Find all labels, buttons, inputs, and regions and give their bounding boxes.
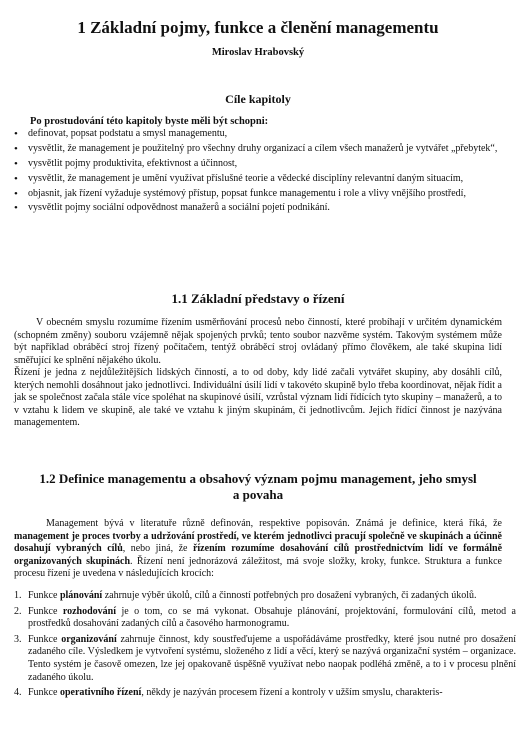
item-text: Funkce <box>28 590 60 601</box>
list-item: • definovat, popsat podstatu a smysl managementu, <box>28 128 516 140</box>
section-heading-line: 1.2 Definice managementu a obsahový význam pojmu management, jeho smysl <box>39 471 477 486</box>
paragraph-text: , nebo jiná, že <box>122 543 193 555</box>
author-name: Miroslav Hrabovský <box>211 47 305 58</box>
list-item <box>14 590 516 603</box>
list-item: • vysvětlit, že management je umění využívat příslušné teorie a vědecké disciplíny relevantní daným situacím, <box>28 173 516 185</box>
section-heading: 1.1 Základní představy o řízení <box>171 291 345 306</box>
section-heading-line: a povaha <box>232 487 284 502</box>
list-item: • vysvětlit pojmy sociální odpovědnost manažerů a sociální pojetí podnikání. <box>28 202 516 214</box>
item-text: Funkce <box>28 605 63 617</box>
paragraph <box>14 317 502 367</box>
list-number: 3. <box>14 633 22 645</box>
list-item: • objasnit, jak řízení vyžaduje systémový přístup, popsat funkce managementu i role a vlivy vnějšího prostředí, <box>28 188 516 200</box>
list-item <box>14 633 516 684</box>
paragraph <box>14 518 502 581</box>
paragraph <box>14 367 502 430</box>
item-keyword: operativního řízení <box>59 687 142 699</box>
item-keyword: plánování <box>59 590 103 601</box>
list-item: • vysvětlit pojmy produktivita, efektivnost a účinnost, <box>28 158 516 170</box>
item-text: Funkce <box>28 687 60 699</box>
list-item <box>14 687 516 700</box>
list-item <box>14 605 516 631</box>
item-text: zahrnuje činnost, kdy soustřeďujeme a uspořádáváme prostředky, které jsou nutné pro dosažení zadaného cíle. Výsledkem je vytvoření systému, složeného z lidí a věcí, který se nazývá organizační systém – organizace. Tento systém je časově omezen, lze jej opakovaně úspěšně využívat nebo naopak podléhá změně, a to i v procesu plnění zadaného úkolu. <box>28 633 516 683</box>
functions-list <box>14 590 516 703</box>
goals-intro: Po prostudování této kapitoly byste měli být schopni: <box>30 116 269 127</box>
chapter-title: 1 Základní pojmy, funkce a členění managementu <box>77 18 439 37</box>
paragraph-text: Management bývá v literatuře různě definován, respektive popisován. Známá je definice, která říká, že <box>46 518 502 529</box>
definition-text: řízením rozumíme dosahování cílů prostřednictvím lidí ve formálně organizovaných skupinách <box>14 543 503 567</box>
paragraph-text: Řízení je jedna z nejdůležitějších lidských činností, a to od doby, kdy lidé začali vytvářet skupiny, aby dosáhli cílů, kterých nemohli dosáhnout jako jednotlivci. Individuální úsilí lidí v takovéto skupině bylo třeba koordinovat, nějak řídit a jak se společnost začala stále více spoléhat na skupinové úsilí, vzrůstal význam lidí řídících tyto skupiny – manažerů, a to v vztahu k lidem ve skupině, ale také ve vztahu k jiným skupinám, či jednotlivcům. Jejich řídící činnost je nazývána managementem. <box>14 367 502 429</box>
item-keyword: rozhodování <box>62 605 117 617</box>
item-text: Funkce <box>28 633 62 645</box>
paragraph-text: V obecném smyslu rozumíme řízením usměrňování procesů nebo činností, které probíhají v určitém dynamickém (schopném změny) souboru vzájemně nějak spojených prvků; tento soubor nazvěme systém. Takovým systémem může být například obráběcí stroj řízený počítačem, tentýž obráběcí stroj ovládaný přímo člověkem, ale také skupina lidí směřující ke splnění nějakého úkolu. <box>14 317 502 366</box>
list-number: 4. <box>14 687 22 699</box>
item-text: zahrnuje výběr úkolů, cílů a činností potřebných pro dosažení vybraných, či zadaných úkolů. <box>102 590 477 601</box>
item-keyword: organizování <box>61 633 117 645</box>
paragraph-text: . Řízení není jednorázová záležitost, má svoje složky, kroky, funkce. Struktura a funkce procesu řízení je uvedena v následujících krocích: <box>14 555 502 580</box>
list-item: • vysvětlit, že management je použitelný pro všechny druhy organizací a cílem všech manažerů je vytvářet „přebytek“, <box>28 143 516 155</box>
item-text: , někdy je nazýván procesem řízení a kontroly v užším smyslu, charakteris- <box>141 687 443 699</box>
goals-heading: Cíle kapitoly <box>225 92 291 106</box>
section-heading <box>14 471 502 503</box>
item-text: je o tom, co se má vykonat. Obsahuje plánování, projektování, formulování cílů, metod a prostředků dosahování zadaných cílů a časového harmonogramu. <box>28 605 516 630</box>
list-number: 1. <box>14 590 22 601</box>
goals-list <box>14 128 516 217</box>
definition-text: management je proces tvorby a udržování prostředí, ve kterém jednotlivci pracují společně ve skupinách a účinně dosahují vybraných cílů <box>14 530 502 555</box>
list-number: 2. <box>14 605 22 617</box>
